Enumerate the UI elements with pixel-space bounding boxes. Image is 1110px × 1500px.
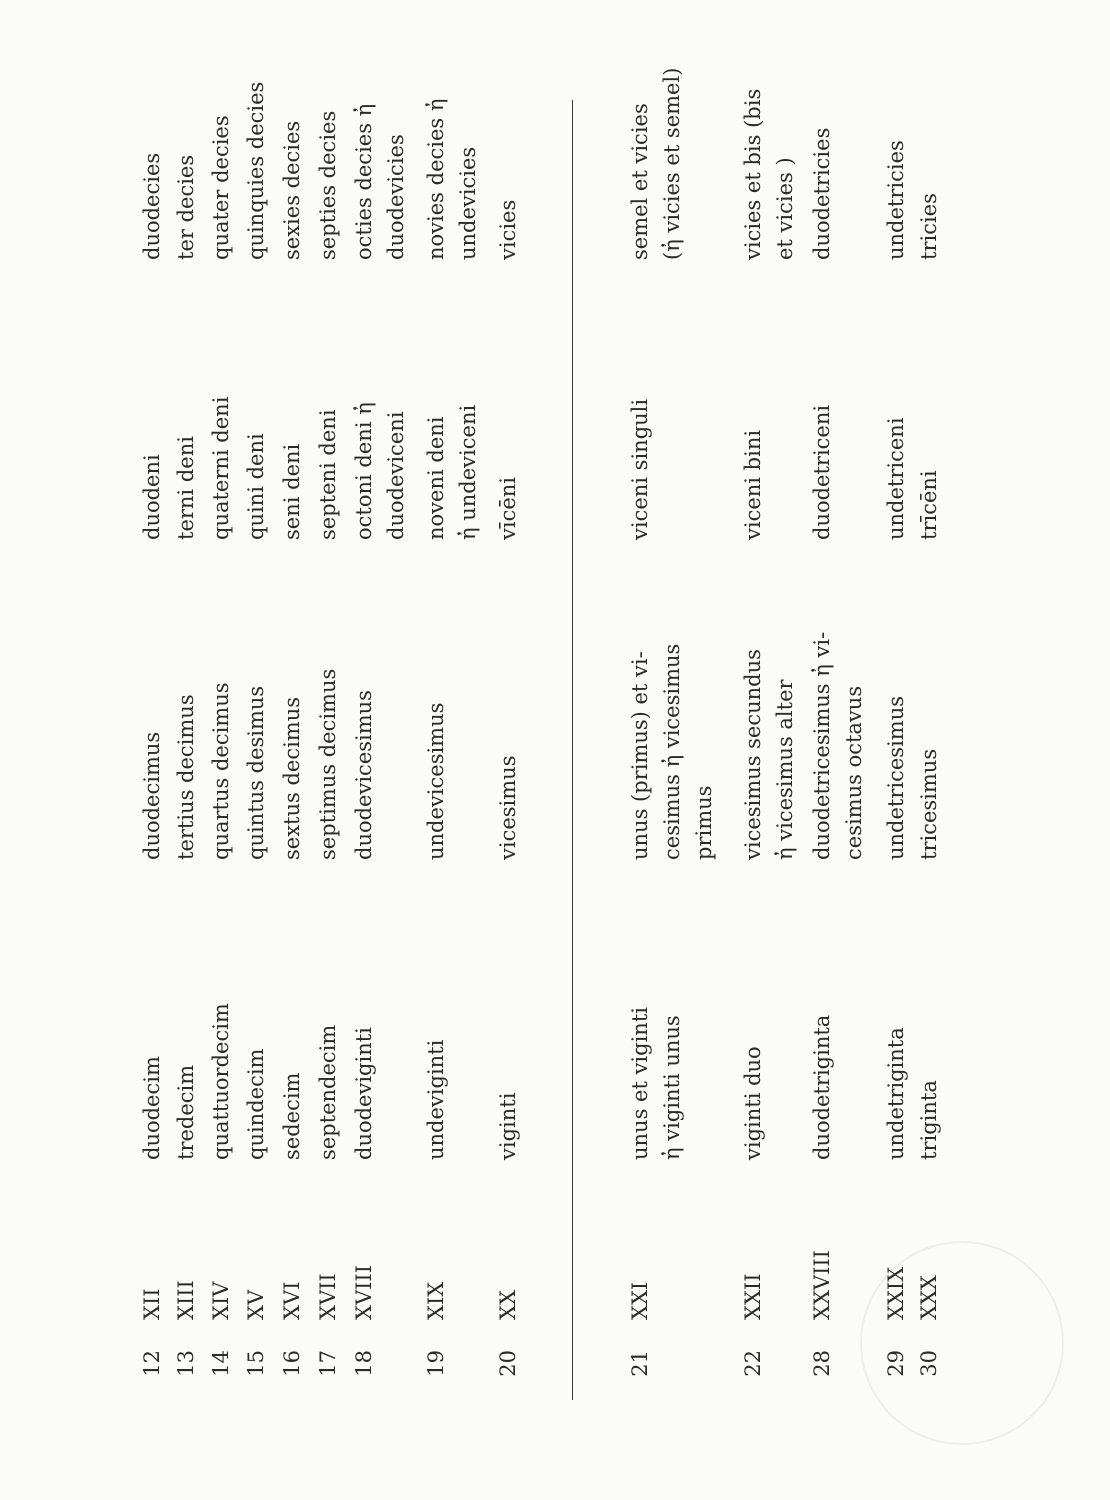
ordinal-cell [312,669,344,860]
cardinal-cell [492,1093,524,1160]
cardinal-cell [136,1056,168,1160]
distributive-cell-line: quini deni [244,433,268,540]
distributive-cell [348,402,412,540]
ordinal-cell-line: cesimus octavus [842,685,866,860]
arabic-numeral: 18 [352,1350,376,1377]
arabic-numeral: 19 [424,1350,448,1377]
cardinal-cell-line: quattuordecim [209,1003,233,1160]
distributive-cell-line: noveni deni [424,416,448,540]
arabic-numeral: 21 [628,1350,652,1377]
cardinal-cell-line: undeviginti [424,1039,448,1160]
ordinal-cell [276,697,308,860]
adverb-cell [624,68,688,260]
distributive-cell [420,405,484,540]
ordinal-cell [737,649,801,860]
cardinal-cell-line: ἠ viginti unus [660,1015,684,1160]
arabic-numeral: 16 [280,1350,304,1377]
distributive-cell [240,433,272,540]
cardinal-cell-line: triginta [917,1080,941,1160]
adverb-cell-line: duodevicies [384,134,408,260]
roman-numeral: XV [244,1289,268,1320]
adverb-cell [737,89,801,260]
arabic-numeral: 12 [140,1350,164,1377]
distributive-cell [913,470,945,540]
ordinal-cell-line: tertius decimus [174,694,198,860]
distributive-cell [136,454,168,540]
roman-numeral: XXI [628,1281,652,1320]
adverb-cell-line: quinquies decies [244,81,268,260]
distributive-cell-line: undetriceni [884,417,908,540]
cardinal-cell [348,1027,380,1160]
distributive-cell-line: trīcēni [917,470,941,540]
cardinal-cell-line: quindecim [244,1048,268,1160]
distributive-cell [312,409,344,540]
cardinal-cell-line: undetriginta [884,1027,908,1160]
distributive-cell-line: seni deni [280,443,304,540]
adverb-cell [348,104,412,260]
section-divider [572,100,573,1400]
adverb-cell [312,111,344,260]
ordinal-cell-line: undetricesimus [884,695,908,860]
adverb-cell-line: novies decies ἠ [424,98,448,260]
adverb-cell-line: duodecies [140,152,164,260]
adverb-cell-line: quater decies [209,115,233,260]
distributive-cell-line: duodeviceni [384,411,408,540]
distributive-cell-line: terni deni [174,436,198,540]
ordinal-cell-line: vicesimus [496,755,520,860]
cardinal-cell [420,1040,452,1160]
cardinal-cell [913,1080,945,1160]
distributive-cell [737,430,769,540]
distributive-cell [170,436,202,540]
distributive-cell-line: viceni bini [741,429,765,540]
ordinal-cell-line: tricesimus [917,748,941,860]
cardinal-cell [170,1065,202,1160]
ordinal-cell-line: unus (primus) et vi- [628,651,652,860]
cardinal-cell [276,1073,308,1160]
adverb-cell [420,99,484,260]
distributive-cell [806,405,838,540]
ordinal-cell [492,756,524,860]
distributive-cell-line: quaterni deni [209,396,233,540]
adverb-cell [205,115,237,260]
ordinal-cell-line: vicesimus secundus [741,649,765,860]
roman-numeral: XIII [174,1280,198,1320]
cardinal-cell-line: viginti [496,1092,520,1160]
arabic-numeral: 20 [496,1350,520,1377]
cardinal-cell [240,1049,272,1160]
arabic-numeral: 14 [209,1350,233,1377]
adverb-cell [913,193,945,260]
adverb-cell [136,153,168,260]
ordinal-cell-line: quartus decimus [209,682,233,860]
roman-numeral: XIX [424,1281,448,1320]
ordinal-cell-line: quintus desimus [244,685,268,860]
ordinal-cell-line: cesimus ἠ vicesimus [660,643,684,860]
ordinal-cell [240,686,272,860]
adverb-cell-line: septies decies [316,110,340,260]
cardinal-cell [737,1046,769,1160]
ordinal-cell [806,632,870,860]
cardinal-cell [624,1007,688,1160]
adverb-cell [806,128,838,260]
distributive-cell [276,444,308,540]
roman-numeral: XXX [917,1275,941,1320]
adverb-cell [170,155,202,260]
ordinal-cell [624,644,720,860]
cardinal-cell [312,1025,344,1160]
roman-numeral: XIV [209,1281,233,1320]
distributive-cell-line: septeni deni [316,409,340,540]
adverb-cell-line: undetricies [884,140,908,260]
adverb-cell-line: duodetricies [810,127,834,260]
distributive-cell-line: ἠ undeviceni [456,404,480,540]
roman-numeral: XVI [280,1281,304,1320]
arabic-numeral: 30 [917,1350,941,1377]
adverb-cell-line: octies decies ἠ [352,103,376,260]
ordinal-cell-line: duodecimus [140,731,164,860]
ordinal-cell [136,732,168,860]
adverb-cell-line: ter decies [174,154,198,260]
distributive-cell-line: viceni singuli [628,398,652,540]
adverb-cell-line: sexies decies [280,120,304,260]
roman-numeral: XII [140,1288,164,1320]
arabic-numeral: 22 [741,1350,765,1377]
arabic-numeral: 15 [244,1350,268,1377]
cardinal-cell-line: sedecim [280,1072,304,1160]
adverb-cell-line: vicies et bis (bis [741,88,765,260]
cardinal-cell-line: unus et viginti [628,1007,652,1160]
adverb-cell-line: (ἠ vicies et semel) [660,67,684,260]
cardinal-cell-line: duodetriginta [810,1014,834,1160]
roman-numeral: XX [496,1290,520,1320]
distributive-cell [624,399,656,540]
adverb-cell-line: vicies [496,199,520,260]
adverb-cell [276,121,308,260]
adverb-cell [492,200,524,260]
arabic-numeral: 28 [810,1350,834,1377]
distributive-cell [492,477,524,540]
roman-numeral: XXVIII [810,1250,834,1320]
adverb-cell-line: semel et vicies [628,103,652,260]
distributive-cell-line: duodetriceni [810,404,834,540]
ordinal-cell [170,694,202,860]
distributive-cell [880,417,912,540]
roman-numeral: XVIII [352,1264,376,1320]
roman-numeral: XXIX [884,1266,908,1320]
ordinal-cell [205,682,237,860]
ordinal-cell [913,749,945,860]
arabic-numeral: 17 [316,1350,340,1377]
distributive-cell-line: vīcēni [496,476,520,540]
ordinal-cell-line: duodevicesimus [352,690,376,860]
adverb-cell-line: undevicies [456,146,480,260]
ordinal-cell [348,690,380,860]
cardinal-cell-line: duodeviginti [352,1027,376,1160]
ordinal-cell-line: sextus decimus [280,696,304,860]
ordinal-cell [420,703,452,860]
cardinal-cell [880,1027,912,1160]
ordinal-cell-line: duodetricesimus ἠ vi- [810,631,834,860]
cardinal-cell [205,1003,237,1160]
ordinal-cell-line: primus [692,785,716,860]
adverb-cell-line: tricies [917,193,941,260]
distributive-cell-line: octoni deni ἠ [352,402,376,540]
roman-numeral: XXII [741,1273,765,1320]
cardinal-cell-line: tredecim [174,1064,198,1160]
cardinal-cell-line: septendecim [316,1024,340,1160]
ordinal-cell-line: ἠ vicesimus alter [773,679,797,860]
adverb-cell-line: et vicies ) [773,157,797,260]
ordinal-cell-line: undevicesimus [424,702,448,860]
distributive-cell-line: duodeni [140,454,164,540]
arabic-numeral: 29 [884,1350,908,1377]
cardinal-cell-line: duodecim [140,1056,164,1160]
ordinal-cell-line: septimus decimus [316,668,340,860]
cardinal-cell [806,1015,838,1160]
distributive-cell [205,397,237,540]
ordinal-cell [880,696,912,860]
adverb-cell [240,82,272,260]
adverb-cell [880,140,912,260]
roman-numeral: XVII [316,1273,340,1320]
arabic-numeral: 13 [174,1350,198,1377]
cardinal-cell-line: viginti duo [741,1046,765,1160]
